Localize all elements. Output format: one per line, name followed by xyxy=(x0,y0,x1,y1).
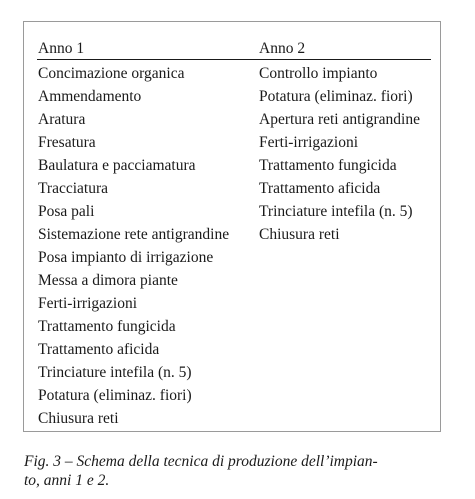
list-item: Trattamento fungicida xyxy=(38,318,176,335)
list-item: Trattamento aficida xyxy=(38,341,160,358)
header-rule xyxy=(37,59,431,60)
list-item: Apertura reti antigrandine xyxy=(259,111,420,128)
list-item: Trinciature intefila (n. 5) xyxy=(38,364,192,381)
list-item: Ferti-irrigazioni xyxy=(259,134,358,151)
list-item: Fresatura xyxy=(38,134,96,151)
column-anno-1-list xyxy=(38,62,229,430)
list-item: Trattamento fungicida xyxy=(259,157,397,174)
list-item: Chiusura reti xyxy=(38,410,119,427)
list-item: Potatura (eliminaz. fiori) xyxy=(38,387,192,404)
list-item: Ferti-irrigazioni xyxy=(38,295,137,312)
list-item: Controllo impianto xyxy=(259,65,378,82)
list-item: Concimazione organica xyxy=(38,65,185,82)
list-item: Aratura xyxy=(38,111,86,128)
column-header-anno-1: Anno 1 xyxy=(38,40,85,57)
list-item: Posa impianto di irrigazione xyxy=(38,249,214,266)
list-item: Baulatura e pacciamatura xyxy=(38,157,196,174)
caption-line-1: Fig. 3 – Schema della tecnica di produzione dell’impian- xyxy=(24,453,378,470)
list-item: Potatura (eliminaz. fiori) xyxy=(259,88,413,105)
list-item: Trattamento aficida xyxy=(259,180,381,197)
list-item: Ammendamento xyxy=(38,88,142,105)
list-item: Chiusura reti xyxy=(259,226,340,243)
list-item: Posa pali xyxy=(38,203,95,220)
list-item: Trinciature intefila (n. 5) xyxy=(259,203,413,220)
list-item: Messa a dimora piante xyxy=(38,272,178,289)
list-item: Tracciatura xyxy=(38,180,109,197)
figure-box xyxy=(23,21,441,432)
column-header-anno-2: Anno 2 xyxy=(259,40,306,57)
column-anno-2-list xyxy=(259,62,420,246)
caption-line-2: to, anni 1 e 2. xyxy=(24,472,110,489)
figure-caption xyxy=(24,452,454,490)
list-item: Sistemazione rete antigrandine xyxy=(38,226,230,243)
